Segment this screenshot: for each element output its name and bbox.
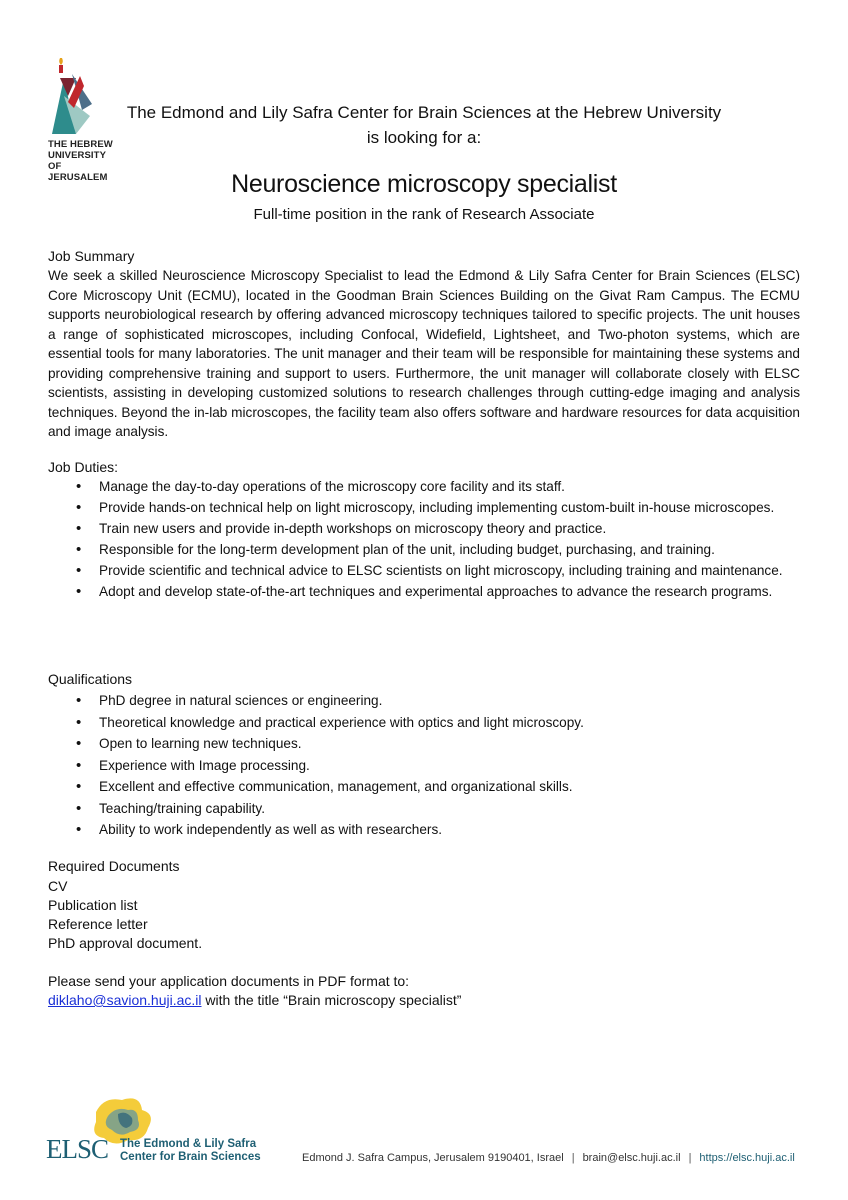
list-item: • Ability to work independently as well as with researchers. xyxy=(48,820,800,840)
list-item: • Teaching/training capability. xyxy=(48,799,800,819)
list-item: • Provide hands-on technical help on light microscopy, including implementing custom-built in-house microscopes. xyxy=(48,498,800,518)
list-item: • Train new users and provide in-depth workshops on microscopy theory and practice. xyxy=(48,519,800,539)
job-title: Neuroscience microscopy specialist xyxy=(231,170,617,198)
application-title-note: with the title “Brain microscopy specialist” xyxy=(201,992,462,1008)
list-item: • Adopt and develop state-of-the-art techniques and experimental approaches to advance the research programs. xyxy=(48,582,800,602)
header-line-1: The Edmond and Lily Safra Center for Brain Sciences at the Hebrew University xyxy=(126,103,722,122)
application-email-link[interactable]: diklaho@savion.huji.ac.il xyxy=(48,992,202,1008)
qualifications-heading: Qualifications xyxy=(48,671,133,687)
list-item: • Theoretical knowledge and practical experience with optics and light microscopy. xyxy=(48,713,800,733)
footer-address: Edmond J. Safra Campus, Jerusalem 9190401, Israel xyxy=(302,1152,564,1164)
elsc-logo-name: The Edmond & Lily Safra Center for Brain Sciences xyxy=(120,1138,261,1163)
application-instruction: Please send your application documents in PDF format to: xyxy=(48,973,410,989)
application-contact xyxy=(48,992,461,1008)
job-summary-heading: Job Summary xyxy=(48,248,135,264)
footer-url-link[interactable]: https://elsc.huji.ac.il xyxy=(699,1152,795,1164)
footer-email[interactable]: brain@elsc.huji.ac.il xyxy=(582,1152,681,1164)
huji-logo-text: THE HEBREW UNIVERSITY OF JERUSALEM xyxy=(48,139,113,183)
footer-separator: | xyxy=(688,1152,692,1164)
list-item: • Responsible for the long-term development plan of the unit, including budget, purchasing, and training. xyxy=(48,540,800,560)
qualifications-list xyxy=(48,691,800,842)
list-item: • Excellent and effective communication, management, and organizational skills. xyxy=(48,777,800,797)
job-duties-heading: Job Duties: xyxy=(48,459,119,475)
document-item: PhD approval document. xyxy=(48,935,203,951)
document-item: Publication list xyxy=(48,897,138,913)
job-summary-text: We seek a skilled Neuroscience Microscopy Specialist to lead the Edmond & Lily Safra Center for Brain Sciences (ELSC) Core Microscopy Unit (ECMU), located in the Goodman Brain Sciences Building on the Givat Ram Campus. The ECMU supports neurobiological research by offering advanced microscopy techniques tailored to specific projects. The unit houses a range of sophisticated microscopes, including Confocal, Widefield, Lightsheet, and Two-photon systems, which are essential tools for many laboratories. The unit manager and their team will be responsible for maintaining these systems and providing comprehensive training and support to users. Furthermore, the unit manager will collaborate closely with ELSC scientists, assisting in developing customized solutions to research challenges through cutting-edge imaging and analysis techniques. Beyond the in-lab microscopes, the facility team also offers software and hardware resources for data acquisition and image analysis. xyxy=(48,268,800,439)
list-item: • Open to learning new techniques. xyxy=(48,734,800,754)
document-item: CV xyxy=(48,878,68,894)
list-item: • PhD degree in natural sciences or engineering. xyxy=(48,691,800,711)
document-item: Reference letter xyxy=(48,916,148,932)
job-subtitle: Full-time position in the rank of Research Associate xyxy=(253,206,595,223)
footer-contact xyxy=(302,1152,795,1164)
elsc-logo xyxy=(44,1094,274,1166)
list-item: • Provide scientific and technical advice to ELSC scientists on light microscopy, including training and maintenance. xyxy=(48,561,800,581)
elsc-logo-mark: ELSC xyxy=(46,1134,109,1164)
job-duties-list xyxy=(48,477,800,603)
list-item: • Manage the day-to-day operations of the microscopy core facility and its staff. xyxy=(48,477,800,497)
footer-separator: | xyxy=(571,1152,575,1164)
huji-emblem-icon xyxy=(46,56,116,136)
header-line-2: is looking for a: xyxy=(366,128,482,147)
required-documents-heading: Required Documents xyxy=(48,858,180,874)
list-item: • Experience with Image processing. xyxy=(48,756,800,776)
